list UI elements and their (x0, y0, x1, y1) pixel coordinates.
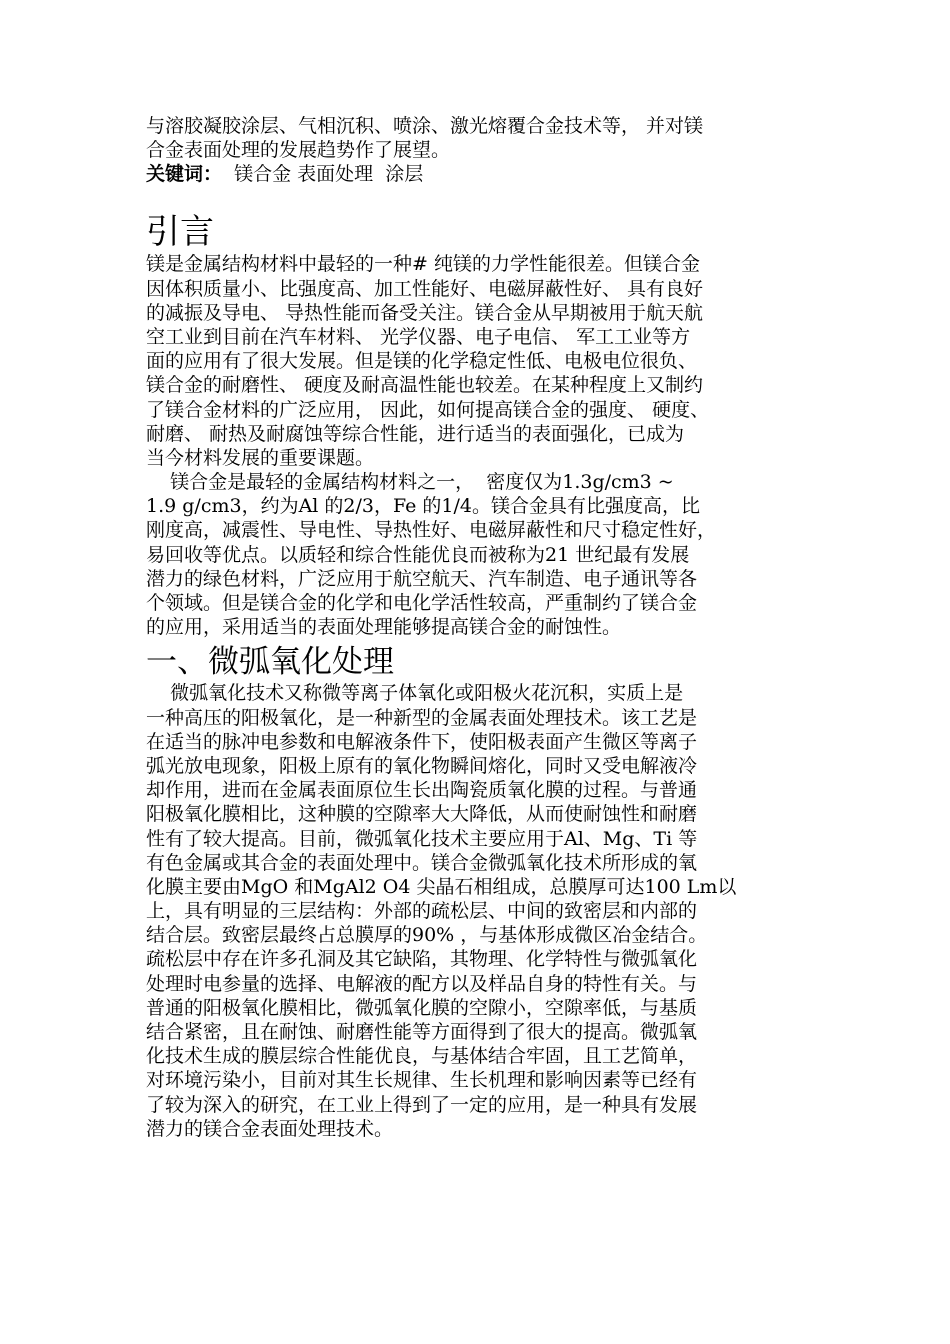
text-line: 的应用，采用适当的表面处理能够提高镁合金的耐蚀性。 (146, 616, 622, 639)
text-line: 却作用，进而在金属表面原位生长出陶瓷质氧化膜的过程。与普通 (146, 779, 698, 802)
document-page (146, 114, 806, 1141)
text-line: 耐磨、 耐热及耐腐蚀等综合性能，进行适当的表面强化，已成为 (146, 422, 685, 445)
text-line: 弧光放电现象，阳极上原有的氧化物瞬间熔化，同时又受电解液冷 (146, 754, 698, 777)
keywords-value: 镁合金 表面处理 涂层 (222, 163, 424, 186)
keywords-row (146, 162, 806, 186)
text-line: 上，具有明显的三层结构：外部的疏松层、中间的致密层和内部的 (146, 900, 698, 923)
text-line: 化膜主要由MgO 和MgAl2 O4 尖晶石相组成，总膜厚可达100 Lm以 (146, 875, 737, 898)
text-line: 刚度高，减震性、导电性、导热性好、电磁屏蔽性和尺寸稳定性好， (146, 519, 717, 542)
text-line: 在适当的脉冲电参数和电解液条件下，使阳极表面产生微区等离子 (146, 730, 698, 753)
text-line: 微弧氧化技术又称微等离子体氧化或阳极火花沉积，实质上是 (146, 682, 684, 705)
text-line: 了镁合金材料的广泛应用， 因此，如何提高镁合金的强度、 硬度、 (146, 398, 710, 421)
intro-paragraph-2 (146, 470, 806, 639)
text-line: 当今材料发展的重要课题。 (146, 446, 375, 469)
section-1-heading: 一、微弧氧化处理 (146, 644, 394, 681)
text-line: 镁合金是最轻的金属结构材料之一， 密度仅为1.3g/cm3 ~ (146, 471, 674, 494)
text-line: 个领域。但是镁合金的化学和电化学活性较高，严重制约了镁合金 (146, 592, 698, 614)
text-line: 面的应用有了很大发展。但是镁的化学稳定性低、电极电位很负、 (146, 350, 698, 373)
intro-heading: 引言 (146, 212, 214, 253)
text-line: 结合紧密，且在耐蚀、耐磨性能等方面得到了很大的提高。微弧氧 (146, 1021, 698, 1043)
keywords-label: 关键词： (146, 163, 223, 186)
text-line: 性有了较大提高。目前，微弧氧化技术主要应用于Al、Mg、Ti 等 (146, 827, 698, 850)
text-line: 与溶胶凝胶涂层、气相沉积、喷涂、激光熔覆合金技术等， 并对镁 (146, 115, 704, 137)
text-line: 了较为深入的研究，在工业上得到了一定的应用，是一种具有发展 (146, 1093, 698, 1116)
text-line: 合金表面处理的发展趋势作了展望。 (146, 139, 451, 162)
text-line: 易回收等优点。以质轻和综合性能优良而被称为21 世纪最有发展 (146, 543, 690, 566)
text-line: 1.9 g/cm3，约为Al 的2/3，Fe 的1/4。镁合金具有比强度高，比 (146, 495, 700, 518)
text-line: 镁合金的耐磨性、 硬度及耐高温性能也较差。在某种程度上又制约 (146, 374, 704, 397)
text-line: 潜力的镁合金表面处理技术。 (146, 1117, 394, 1140)
text-line: 疏松层中存在许多孔洞及其它缺陷，其物理、化学特性与微弧氧化 (146, 948, 698, 971)
text-line: 镁是金属结构材料中最轻的一种# 纯镁的力学性能很差。但镁合金 (146, 253, 700, 276)
text-line: 化技术生成的膜层综合性能优良，与基体结合牢固，且工艺简单， (146, 1045, 698, 1068)
text-line: 因体积质量小、比强度高、加工性能好、电磁屏蔽性好、 具有良好 (146, 277, 704, 300)
text-line: 潜力的绿色材料，广泛应用于航空航天、汽车制造、电子通讯等各 (146, 567, 698, 590)
section-1-paragraph (146, 681, 806, 1141)
text-line: 的减振及导电、 导热性能而备受关注。镁合金从早期被用于航天航 (146, 301, 704, 324)
text-line: 有色金属或其合金的表面处理中。镁合金微弧氧化技术所形成的氧 (146, 851, 698, 874)
text-line: 处理时电参量的选择、电解液的配方以及样品自身的特性有关。与 (146, 972, 698, 995)
text-line: 结合层。致密层最终占总膜厚的90% ，与基体形成微区冶金结合。 (146, 924, 708, 947)
text-line: 空工业到目前在汽车材料、 光学仪器、电子电信、 军工工业等方 (146, 325, 691, 348)
abstract-tail (146, 114, 806, 162)
text-line: 普通的阳极氧化膜相比，微弧氧化膜的空隙小，空隙率低，与基质 (146, 996, 698, 1019)
text-line: 对环境污染小，目前对其生长规律、生长机理和影响因素等已经有 (146, 1069, 698, 1092)
text-line: 一种高压的阳极氧化，是一种新型的金属表面处理技术。该工艺是 (146, 706, 698, 729)
text-line: 阳极氧化膜相比，这种膜的空隙率大大降低，从而使耐蚀性和耐磨 (146, 803, 698, 826)
intro-paragraph-1 (146, 252, 806, 470)
